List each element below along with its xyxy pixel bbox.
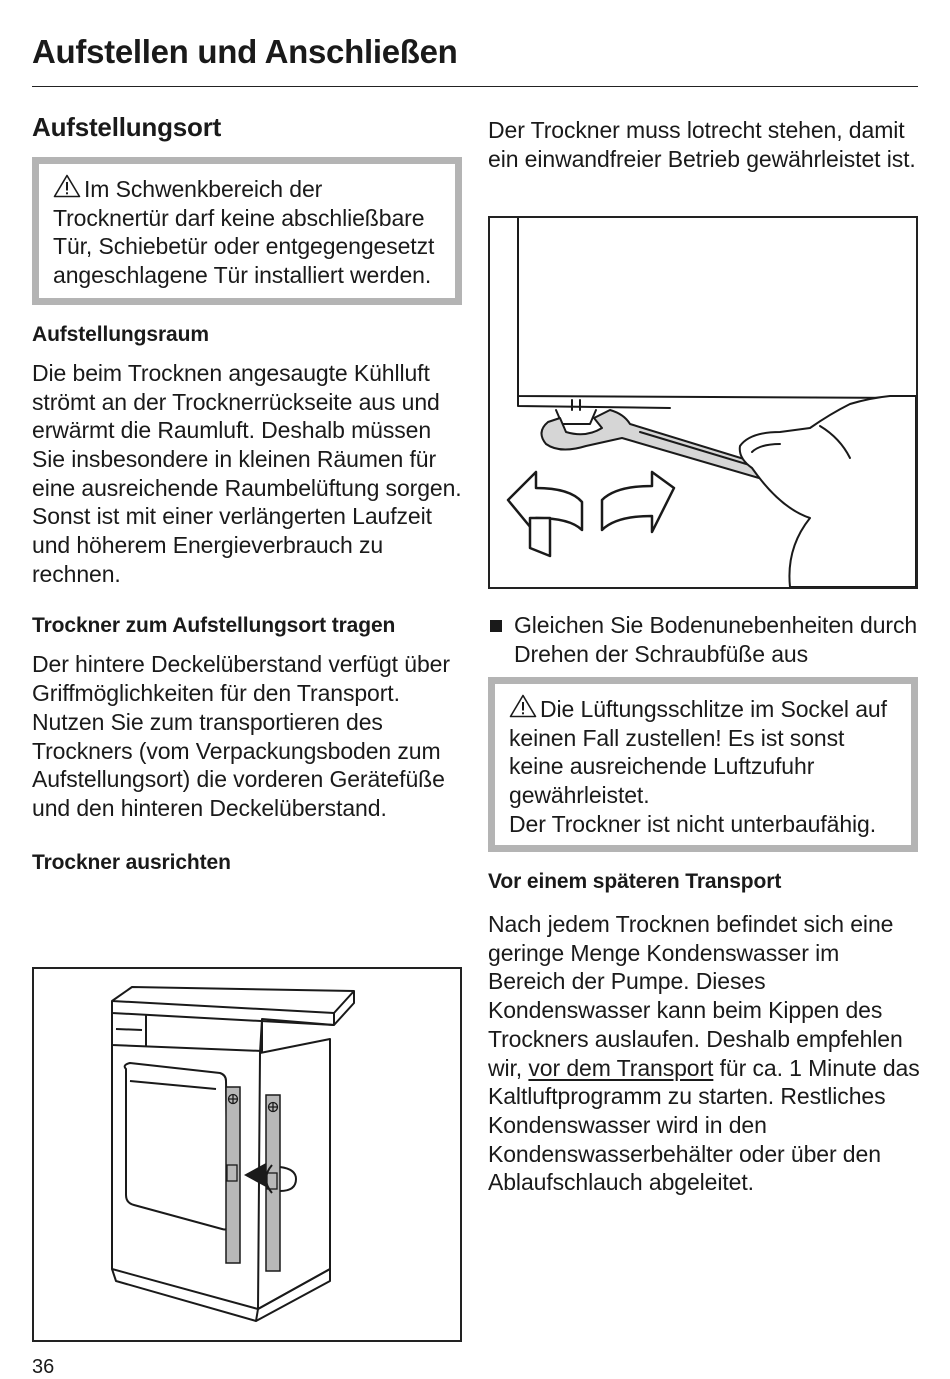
warning-triangle-icon [509, 694, 537, 718]
warning-box-door [32, 157, 462, 305]
transport-section [488, 870, 920, 1197]
warning-text-ventilation: Die Lüftungsschlitze im Sockel auf keinen Fall zustellen! Es ist sonst keine ausreichende Luftzufuhr gewährleistet. [509, 696, 887, 809]
page-title: Aufstellen und Anschließen [32, 33, 458, 70]
warning-text-unterbau: Der Trockner ist nicht unterbaufähig. [509, 810, 877, 837]
transport-text-a: Nach jedem Trocknen befindet sich eine geringe Menge Kondenswasser im Bereich der Pumpe. Dieses Kondenswasser kann beim Kippen des Trockners auslaufen. Deshalb empfehlen wir, [488, 911, 903, 1081]
bullet-text: Gleichen Sie Bodenunebenheiten durch Drehen der Schraubfüße aus [514, 612, 918, 667]
bullet-item [488, 611, 920, 668]
wrench-drawing [490, 218, 916, 587]
warning-text-door: Im Schwenkbereich der Trocknertür darf keine abschließbare Tür, Schiebetür oder entgegengesetzt angeschlagene Tür installiert werden. [53, 176, 435, 289]
subheading-tragen: Trockner zum Aufstellungsort tragen [32, 614, 396, 638]
paragraph-aufstellungsraum: Die beim Trocknen angesaugte Kühlluft strömt an der Trocknerrückseite aus und erwärmt die Raumluft. Deshalb müssen Sie insbesondere in kleinen Räumen für eine ausreichende Raumbelüftung sorgen. Sonst ist mit einer verlängerten Laufzeit und höherem Energieverbrauch zu rechnen. [32, 359, 462, 587]
transport-text-b: für ca. 1 Minute das Kaltluftprogramm zu starten. Restliches Kondenswasser wird in den Kondenswasserbehälter oder über den Ablaufschlauch abgeleitet. [488, 1054, 920, 1196]
leveling-foot-illustration [488, 216, 918, 589]
transport-text-emphasis: vor dem Transport [528, 1054, 714, 1081]
section-title: Aufstellungsort [32, 112, 222, 142]
subheading-transport: Vor einem späteren Transport [488, 870, 782, 893]
warning-box-ventilation [488, 677, 918, 852]
title-rule [32, 86, 918, 87]
warning-triangle-icon [53, 174, 81, 198]
dryer-illustration [32, 967, 462, 1342]
right-column [488, 116, 920, 173]
paragraph-lotrecht: Der Trockner muss lotrecht stehen, damit ein einwandfreier Betrieb gewährleistet ist. [488, 117, 916, 172]
subheading-aufstellungsraum: Aufstellungsraum [32, 322, 209, 346]
subheading-ausrichten: Trockner ausrichten [32, 850, 231, 874]
paragraph-transport [488, 910, 920, 1197]
dryer-drawing [34, 969, 460, 1340]
left-column [32, 112, 462, 887]
page-number: 36 [32, 1356, 55, 1378]
square-bullet-icon [490, 620, 502, 632]
paragraph-tragen: Der hintere Deckelüberstand verfügt über Griffmöglichkeiten für den Transport. Nutzen Sie zum transportieren des Trockners (vom Verpackungsboden zum Aufstellungsort) die vorderen Gerätefüße und den hinteren Deckelüberstand. [32, 651, 450, 821]
